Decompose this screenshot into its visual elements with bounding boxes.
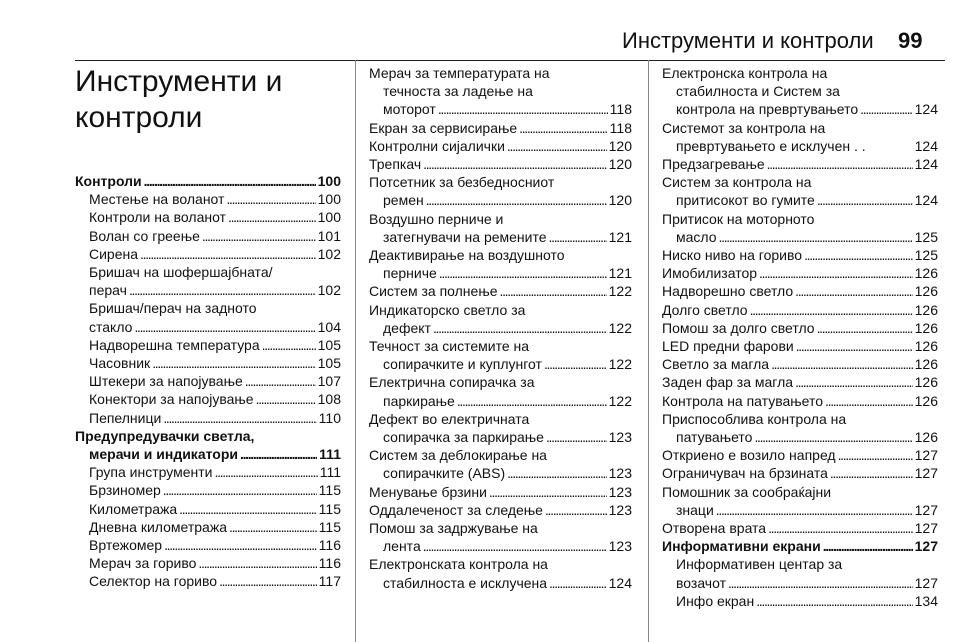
- toc-entry-title: Имобилизатор: [662, 265, 758, 282]
- toc-entry-page: 125: [914, 247, 938, 264]
- toc-entry-title: ремен: [383, 192, 424, 209]
- chapter-title: [75, 64, 282, 136]
- dot-leader: [767, 155, 913, 173]
- toc-entry-page: 118: [609, 101, 632, 118]
- toc-entry[interactable]: [369, 282, 632, 300]
- toc-entry-title: стакло: [89, 318, 133, 335]
- toc-entry[interactable]: [662, 464, 938, 482]
- toc-entry-page: 125: [914, 228, 938, 245]
- toc-entry[interactable]: [662, 355, 938, 373]
- toc-entry[interactable]: [662, 319, 938, 337]
- toc-entry-title: паркирање: [383, 392, 455, 409]
- toc-entry-title: Менување брзини: [369, 483, 487, 500]
- dot-leader: [228, 208, 316, 226]
- dot-leader: [756, 592, 912, 610]
- dot-leader: [163, 481, 317, 499]
- toc-entry-page: 124: [608, 574, 632, 591]
- toc-entry-page: 124: [914, 101, 938, 118]
- toc-entry-title: возачот: [676, 574, 726, 591]
- toc-entry-page: 127: [914, 447, 938, 464]
- toc-entry[interactable]: [369, 119, 632, 137]
- dot-leader: [134, 318, 315, 336]
- toc-entry-title: стабилноста е исклучена: [383, 574, 548, 591]
- toc-entry[interactable]: [75, 318, 341, 336]
- dot-leader: [219, 572, 317, 590]
- toc-entry[interactable]: [369, 464, 632, 482]
- toc-entry-page: 127: [914, 465, 938, 482]
- toc-entry-line: Дефект во електричната: [369, 410, 530, 427]
- toc-entry[interactable]: [369, 191, 632, 209]
- toc-entry[interactable]: [662, 537, 938, 555]
- dot-leader: [198, 554, 316, 572]
- toc-entry-line: Информативен центар за: [676, 556, 843, 573]
- dot-leader: [202, 227, 316, 245]
- toc-entry-title: Мерач за гориво: [89, 555, 197, 572]
- dot-leader: [439, 264, 607, 282]
- toc-entry-page: 123: [608, 538, 632, 555]
- dot-leader: [245, 372, 316, 390]
- toc-entry-page: 110: [318, 409, 341, 426]
- toc-entry-page: 126: [914, 392, 938, 409]
- toc-entry-title: сопирачките (ABS): [383, 465, 506, 482]
- toc-entry-line: Систем за контрола на: [662, 174, 812, 191]
- toc-entry-page: 127: [914, 520, 938, 537]
- toc-entry-title: Информативни екрани: [662, 538, 821, 555]
- toc-entry[interactable]: [75, 245, 341, 263]
- toc-entry-page: 101: [317, 227, 341, 244]
- toc-entry-page: 124: [914, 156, 938, 173]
- toc-entry-page: 126: [914, 429, 938, 446]
- dot-leader: [817, 319, 913, 337]
- toc-entry-title: Местење на воланот: [89, 191, 225, 208]
- dot-leader: [549, 574, 607, 592]
- dot-leader: [796, 337, 913, 355]
- toc-entry-page: 121: [608, 228, 632, 245]
- toc-entry[interactable]: [662, 228, 938, 246]
- column-separator: [648, 60, 649, 642]
- page-number: 99: [898, 28, 923, 53]
- dot-leader: [256, 390, 316, 408]
- toc-entry-page: 126: [914, 265, 938, 282]
- toc-entry[interactable]: [662, 592, 938, 610]
- toc-entry[interactable]: [369, 264, 632, 282]
- dot-leader: [728, 574, 913, 592]
- dot-leader: [804, 246, 913, 264]
- column-separator: [355, 60, 356, 642]
- toc-entry-page: 122: [608, 392, 632, 409]
- toc-entry[interactable]: [369, 574, 632, 592]
- toc-entry-page: 126: [914, 356, 938, 373]
- running-header-title: Инструменти и контроли: [622, 28, 874, 53]
- toc-entry[interactable]: [369, 100, 632, 118]
- toc-entry-page: 123: [608, 465, 632, 482]
- toc-entry[interactable]: [369, 137, 632, 155]
- toc-entry-page: 105: [317, 355, 341, 372]
- toc-entry-page: 100: [317, 173, 341, 189]
- dot-leader: [817, 191, 913, 209]
- toc-entry-title: Отворена врата: [662, 520, 767, 537]
- toc-entry[interactable]: [75, 354, 341, 372]
- toc-entry[interactable]: [75, 409, 341, 427]
- toc-entry-page: 100: [317, 209, 341, 226]
- dot-leader: [549, 228, 607, 246]
- toc-entry-title: Контролни сијалички: [369, 137, 505, 154]
- toc-entry[interactable]: [662, 282, 938, 300]
- toc-entry-title: Контроли: [75, 173, 142, 189]
- toc-entry-line: Деактивирање на воздушното: [369, 247, 565, 264]
- dot-leader: [489, 483, 607, 501]
- toc-entry[interactable]: [662, 337, 938, 355]
- dot-leader: [719, 228, 913, 246]
- page-header: [0, 0, 960, 62]
- toc-entry-line: Електронска контрола на: [662, 65, 828, 81]
- toc-entry-title: превртувањето е исклучен . .: [676, 137, 866, 154]
- toc-entry-title: Сирена: [89, 245, 139, 262]
- toc-entry-page: 126: [914, 301, 938, 318]
- toc-entry[interactable]: [662, 264, 938, 282]
- dot-leader: [423, 537, 607, 555]
- toc-entry-page: 108: [317, 391, 341, 408]
- toc-entry-page: 126: [914, 319, 938, 336]
- toc-entry-page: 122: [608, 283, 632, 300]
- toc-entry-title: Селектор на гориво: [89, 573, 218, 590]
- toc-entry-page: 120: [608, 156, 632, 173]
- toc-entry[interactable]: [662, 428, 938, 446]
- toc-entry-page: 107: [317, 373, 341, 390]
- toc-entry[interactable]: [369, 428, 632, 446]
- toc-entry-line: Воздушно перниче и: [369, 210, 504, 227]
- toc-entry-title: контрола на превртувањето: [676, 101, 859, 118]
- dot-leader: [795, 373, 913, 391]
- toc-entry-page: 127: [914, 501, 938, 518]
- toc-entry[interactable]: [75, 190, 341, 208]
- dot-leader: [546, 428, 607, 446]
- toc-entry-title: Долго светло: [662, 301, 748, 318]
- toc-entry-page: 123: [608, 501, 632, 518]
- toc-entry-title: Ниско ниво на гориво: [662, 247, 803, 264]
- dot-leader: [426, 191, 607, 209]
- dot-leader: [823, 537, 913, 555]
- toc-entry-line: Електронската контрола на: [369, 556, 548, 573]
- dot-leader: [129, 281, 316, 299]
- toc-entry-line: Помошник за сообраќајни: [662, 483, 832, 500]
- toc-entry-title: Група инструменти: [89, 464, 213, 481]
- toc-entry-title: Систем за полнење: [369, 283, 498, 300]
- dot-leader: [163, 409, 316, 427]
- dot-leader: [716, 501, 913, 519]
- dot-leader: [457, 392, 607, 410]
- toc-entry-title: Контрола на патувањето: [662, 392, 824, 409]
- toc-entry-page: 123: [608, 429, 632, 446]
- toc-entry[interactable]: [662, 246, 938, 264]
- toc-entry-page: 124: [914, 137, 938, 154]
- toc-entry-page: 111: [319, 464, 341, 481]
- dot-leader: [423, 155, 607, 173]
- toc-entry-page: 123: [608, 483, 632, 500]
- toc-entry-page: 120: [608, 192, 632, 209]
- toc-entry-line: Потсетник за безбедносниот: [369, 174, 555, 191]
- toc-entry[interactable]: [75, 463, 341, 481]
- toc-entry-page: 100: [317, 191, 341, 208]
- toc-entry-title: знаци: [676, 501, 714, 518]
- toc-entry-page: 115: [318, 482, 341, 499]
- toc-entry-line: Бришач/перач на задното: [89, 300, 257, 317]
- toc-entry-line: Притисок на моторното: [662, 210, 815, 227]
- dot-leader: [140, 245, 316, 263]
- toc-entry-page: 121: [608, 265, 632, 282]
- toc-entry-title: Часовник: [89, 355, 151, 372]
- toc-entry-title: Конектори за напојување: [89, 391, 254, 408]
- dot-leader: [759, 264, 913, 282]
- toc-entry-page: 127: [914, 574, 938, 591]
- toc-entry-line: Приспособлива контрола на: [662, 410, 847, 427]
- toc-entry-line: Индикаторско светло за: [369, 301, 526, 318]
- toc-entry[interactable]: [369, 155, 632, 173]
- toc-entry-title: дефект: [383, 319, 431, 336]
- toc-entry-line: Предупредувачки светла,: [75, 427, 255, 444]
- toc-entry-page: 111: [319, 446, 341, 463]
- dot-leader: [179, 500, 317, 518]
- toc-entry-title: перач: [89, 282, 127, 299]
- dot-leader: [795, 282, 912, 300]
- toc-entry-title: лента: [383, 538, 421, 555]
- toc-column-1: [75, 172, 341, 591]
- toc-entry-title: Километража: [89, 500, 178, 517]
- dot-leader: [164, 536, 317, 554]
- toc-entry-title: Пепелници: [89, 409, 162, 426]
- toc-entry-title: масло: [676, 228, 717, 245]
- dot-leader: [750, 301, 913, 319]
- toc-entry[interactable]: [662, 155, 938, 173]
- toc-entry-title: Надворешно светло: [662, 283, 794, 300]
- toc-entry[interactable]: [662, 137, 938, 155]
- toc-entry-title: Ограничувач на брзината: [662, 465, 828, 482]
- toc-entry[interactable]: [369, 501, 632, 519]
- toc-entry[interactable]: [75, 336, 341, 354]
- toc-column-2: [369, 64, 632, 592]
- dot-leader: [144, 172, 316, 190]
- dot-leader: [438, 100, 608, 118]
- toc-entry-title: Дневна километража: [89, 518, 227, 535]
- dot-leader: [229, 518, 317, 536]
- toc-entry[interactable]: [369, 319, 632, 337]
- toc-entry-line: Течност за системите на: [369, 338, 530, 355]
- toc-entry[interactable]: [369, 228, 632, 246]
- dot-leader: [507, 137, 607, 155]
- toc-entry[interactable]: [75, 500, 341, 518]
- toc-entry-page: 102: [317, 245, 341, 262]
- toc-entry-page: 115: [318, 500, 341, 517]
- toc-entry-line: Помош за задржување на: [369, 520, 538, 537]
- dot-leader: [754, 428, 912, 446]
- toc-entry-line: течноста за ладење на: [383, 83, 533, 100]
- toc-entry-title: Откриено е возило напред: [662, 447, 836, 464]
- toc-entry-line: Мерач за температурата на: [369, 65, 550, 81]
- dot-leader: [519, 119, 608, 137]
- toc-entry[interactable]: [662, 301, 938, 319]
- toc-entry-title: Инфо екран: [676, 592, 755, 609]
- toc-entry-title: притисокот во гумите: [676, 192, 815, 209]
- dot-leader: [830, 464, 913, 482]
- toc-entry-title: Волан со греење: [89, 227, 200, 244]
- toc-entry-title: Трепкач: [369, 156, 422, 173]
- toc-entry[interactable]: [369, 483, 632, 501]
- dot-leader: [544, 355, 607, 373]
- toc-entry[interactable]: [662, 191, 938, 209]
- toc-entry[interactable]: [369, 537, 632, 555]
- toc-entry-title: сопирачките и куплунгот: [383, 356, 542, 373]
- toc-entry[interactable]: [662, 446, 938, 464]
- toc-entry-title: Вртежомер: [89, 537, 163, 554]
- toc-entry-page: 117: [318, 573, 341, 590]
- toc-entry-page: 134: [914, 592, 938, 609]
- toc-entry[interactable]: [75, 390, 341, 408]
- toc-entry-title: сопирачка за паркирање: [383, 429, 544, 446]
- header-rule: [75, 60, 945, 61]
- dot-leader: [215, 463, 318, 481]
- toc-entry-page: 105: [317, 336, 341, 353]
- dot-leader: [240, 445, 317, 463]
- toc-entry-page: 124: [914, 192, 938, 209]
- toc-entry-line: Систем за деблокирање на: [369, 447, 547, 464]
- toc-entry-page: 102: [317, 282, 341, 299]
- toc-entry-page: 116: [318, 555, 341, 572]
- toc-entry[interactable]: [75, 554, 341, 572]
- chapter-title-line: контроли: [75, 101, 203, 134]
- toc-entry[interactable]: [75, 281, 341, 299]
- dot-leader: [771, 355, 913, 373]
- toc-entry-title: Оддалеченост за следење: [369, 501, 543, 518]
- toc-entry-title: Заден фар за магла: [662, 374, 794, 391]
- toc-entry-title: Штекери за напојување: [89, 373, 243, 390]
- toc-entry-page: 127: [914, 538, 938, 555]
- toc-entry[interactable]: [75, 172, 341, 190]
- toc-entry[interactable]: [662, 501, 938, 519]
- toc-entry-page: 118: [609, 119, 632, 136]
- dot-leader: [226, 190, 315, 208]
- toc-entry-title: Надворешна температура: [89, 336, 260, 353]
- toc-entry-page: 115: [318, 518, 341, 535]
- toc-entry-title: Предзагревање: [662, 156, 765, 173]
- toc-entry[interactable]: [75, 518, 341, 536]
- dot-leader: [838, 446, 913, 464]
- toc-entry-title: Екран за сервисирање: [369, 119, 518, 136]
- toc-entry-title: LED предни фарови: [662, 338, 794, 355]
- dot-leader: [433, 319, 607, 337]
- toc-column-3: [662, 64, 938, 610]
- toc-entry-title: Светло за магла: [662, 356, 770, 373]
- dot-leader: [825, 392, 913, 410]
- toc-entry-page: 104: [317, 318, 341, 335]
- toc-entry-title: Контроли на воланот: [89, 209, 226, 226]
- toc-entry-line: Системот за контрола на: [662, 119, 826, 136]
- toc-entry[interactable]: [662, 373, 938, 391]
- dot-leader: [152, 354, 315, 372]
- toc-entry[interactable]: [75, 481, 341, 499]
- toc-entry-title: перниче: [383, 265, 437, 282]
- toc-entry-title: Помош за долго светло: [662, 319, 815, 336]
- toc-entry-line: Електрична сопирачка за: [369, 374, 535, 391]
- toc-entry[interactable]: [75, 536, 341, 554]
- toc-entry[interactable]: [662, 100, 938, 118]
- toc-entry-page: 126: [914, 338, 938, 355]
- dot-leader: [262, 336, 316, 354]
- toc-entry[interactable]: [662, 574, 938, 592]
- toc-entry[interactable]: [662, 519, 938, 537]
- toc-entry-page: 116: [318, 537, 341, 554]
- toc-entry-line: стабилноста и Систем за: [676, 83, 840, 100]
- toc-entry[interactable]: [369, 355, 632, 373]
- toc-entry[interactable]: [75, 227, 341, 245]
- dot-leader: [500, 282, 607, 300]
- dot-leader: [507, 464, 607, 482]
- toc-entry-page: 126: [914, 374, 938, 391]
- dot-leader: [860, 100, 912, 118]
- toc-entry-title: Брзиномер: [89, 482, 161, 499]
- toc-entry-title: патувањето: [676, 429, 753, 446]
- chapter-title-line: Инструменти и: [75, 65, 283, 98]
- toc-entry-title: затегнувачи на ремените: [383, 228, 547, 245]
- toc-entry[interactable]: [75, 208, 341, 226]
- toc-entry[interactable]: [75, 372, 341, 390]
- toc-entry-page: 122: [608, 319, 632, 336]
- dot-leader: [768, 519, 913, 537]
- toc-entry[interactable]: [369, 392, 632, 410]
- dot-leader: [545, 501, 607, 519]
- toc-entry-page: 120: [608, 137, 632, 154]
- toc-entry[interactable]: [75, 445, 341, 463]
- toc-entry[interactable]: [75, 572, 341, 590]
- toc-entry-page: 122: [608, 356, 632, 373]
- toc-entry-line: Бришач на шофершајбната/: [89, 264, 273, 281]
- toc-entry[interactable]: [662, 392, 938, 410]
- toc-entry-title: мерачи и индикатори: [89, 446, 238, 463]
- toc-entry-page: 126: [914, 283, 938, 300]
- toc-entry-title: моторот: [383, 101, 436, 118]
